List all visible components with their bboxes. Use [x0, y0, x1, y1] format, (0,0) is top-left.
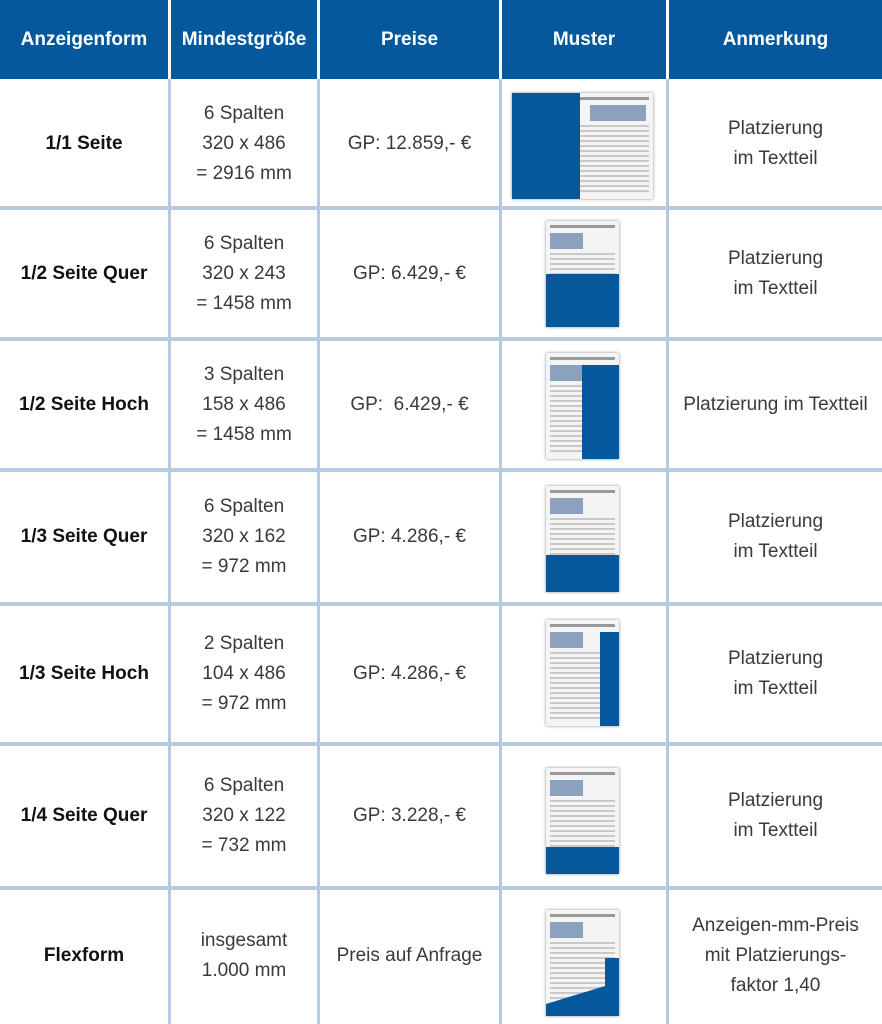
half-landscape-sample [546, 221, 619, 327]
newspaper-text-line [550, 805, 615, 807]
newspaper-photo [550, 233, 583, 249]
ad-form-label: 1/3 Seite Hoch [19, 663, 149, 684]
remark-line: Anzeigen-mm-Preis [692, 915, 859, 936]
size-line: 158 x 486 [202, 393, 286, 415]
remark-line: Platzierung im Textteil [683, 393, 868, 415]
newspaper-masthead [550, 490, 615, 493]
quarter-landscape-sample [546, 768, 619, 874]
price-cell: GP: 6.429,- € [350, 393, 469, 415]
newspaper-photo [590, 105, 646, 121]
size-line: = 1458 mm [196, 423, 292, 445]
newspaper-text-line [550, 263, 615, 265]
newspaper-text-line [550, 800, 615, 802]
min-size-cell [171, 744, 317, 888]
price-cell: GP: 4.286,- € [352, 526, 466, 547]
size-line: 320 x 243 [202, 262, 286, 284]
newspaper-text-line [550, 253, 615, 255]
remark-cell [669, 470, 882, 604]
size-line: = 972 mm [201, 693, 287, 714]
remark-line: im Textteil [733, 541, 818, 562]
ad-area [546, 274, 619, 327]
size-line: 320 x 486 [202, 132, 286, 154]
newspaper-text-line [550, 548, 615, 550]
newspaper-text-line [550, 543, 615, 545]
price-cell: GP: 6.429,- € [352, 262, 466, 284]
remark-line: im Textteil [733, 820, 818, 841]
newspaper-photo [550, 498, 583, 514]
newspaper-text-line [550, 835, 615, 837]
size-line: 320 x 122 [202, 805, 286, 826]
remark-cell [669, 604, 882, 744]
remark-line: Platzierung [727, 648, 824, 669]
newspaper-photo [550, 365, 583, 381]
newspaper-masthead [550, 624, 615, 627]
column-divider [499, 79, 502, 1024]
ad-area [582, 365, 619, 459]
remark-line: Platzierung [727, 247, 824, 269]
ad-form-label: Flexform [43, 945, 125, 966]
min-size-cell [171, 79, 317, 208]
newspaper-text-line [550, 533, 615, 535]
header-anmerkung: Anmerkung [669, 0, 882, 79]
size-line: 320 x 162 [202, 526, 286, 547]
newspaper-text-line [550, 528, 615, 530]
min-size-cell [171, 888, 317, 1024]
remark-cell [669, 79, 882, 208]
flexform-ad-shape [546, 910, 619, 1016]
ad-area [546, 847, 619, 874]
size-line: 6 Spalten [203, 102, 285, 124]
remark-cell [669, 339, 882, 470]
newspaper-text-line [550, 538, 615, 540]
ad-form-label: 1/2 Seite Quer [20, 262, 148, 284]
newspaper-text-line [550, 820, 615, 822]
size-line: 1.000 mm [201, 960, 287, 981]
remark-line: faktor 1,40 [730, 975, 821, 996]
newspaper-text-line [550, 258, 615, 260]
ad-area [512, 93, 580, 199]
full-page-sample [512, 93, 653, 199]
size-line: = 732 mm [201, 835, 287, 856]
header-anzeigenform: Anzeigenform [0, 0, 168, 79]
size-line: = 1458 mm [196, 292, 292, 314]
price-cell: GP: 12.859,- € [347, 132, 472, 154]
ad-area [600, 632, 619, 726]
ad-form-label: 1/2 Seite Hoch [19, 393, 149, 415]
size-line: 104 x 486 [202, 663, 286, 684]
price-cell: GP: 3.228,- € [352, 805, 466, 826]
table-header [0, 0, 882, 79]
min-size-cell [171, 470, 317, 604]
size-line: 6 Spalten [203, 496, 285, 517]
newspaper-text-line [550, 523, 615, 525]
newspaper-masthead [550, 225, 615, 228]
newspaper-text-line [550, 268, 615, 270]
min-size-cell [171, 604, 317, 744]
newspaper-photo [550, 632, 583, 648]
ad-form-label: 1/4 Seite Quer [20, 805, 148, 826]
half-portrait-sample [546, 353, 619, 459]
remark-line: Platzierung [727, 511, 824, 532]
price-cell: GP: 4.286,- € [352, 663, 466, 684]
remark-line: im Textteil [733, 277, 818, 299]
ad-form-label: 1/3 Seite Quer [20, 526, 148, 547]
remark-line: im Textteil [733, 678, 818, 699]
newspaper-text-line [550, 815, 615, 817]
remark-cell [669, 744, 882, 888]
size-line: = 2916 mm [196, 162, 292, 184]
header-mindestgroesse: Mindestgröße [171, 0, 317, 79]
flexform-sample [546, 910, 619, 1016]
newspaper-text-line [550, 810, 615, 812]
remark-cell [669, 208, 882, 339]
ad-area [546, 555, 619, 592]
newspaper-text-line [550, 518, 615, 520]
flexform-ad-area [546, 958, 619, 1016]
third-portrait-sample [546, 620, 619, 726]
size-line: 2 Spalten [203, 633, 285, 654]
newspaper-masthead [550, 772, 615, 775]
ad-form-label: 1/1 Seite [45, 132, 123, 154]
min-size-cell [171, 208, 317, 339]
third-landscape-sample [546, 486, 619, 592]
size-line: 3 Spalten [203, 363, 285, 385]
size-line: 6 Spalten [203, 775, 285, 796]
size-line: insgesamt [200, 930, 288, 951]
newspaper-masthead [550, 357, 615, 360]
header-muster: Muster [502, 0, 666, 79]
size-line: 6 Spalten [203, 232, 285, 254]
size-line: = 972 mm [201, 556, 287, 577]
min-size-cell [171, 339, 317, 470]
newspaper-text-line [550, 840, 615, 842]
price-cell: Preis auf Anfrage [336, 945, 483, 966]
newspaper-photo [550, 780, 583, 796]
remark-line: Platzierung [727, 790, 824, 811]
remark-line: mit Platzierungs- [704, 945, 847, 966]
header-preise: Preise [320, 0, 499, 79]
remark-cell [669, 888, 882, 1024]
newspaper-text-line [550, 825, 615, 827]
remark-line: Platzierung [727, 117, 824, 139]
newspaper-text-line [550, 830, 615, 832]
remark-line: im Textteil [733, 147, 818, 169]
